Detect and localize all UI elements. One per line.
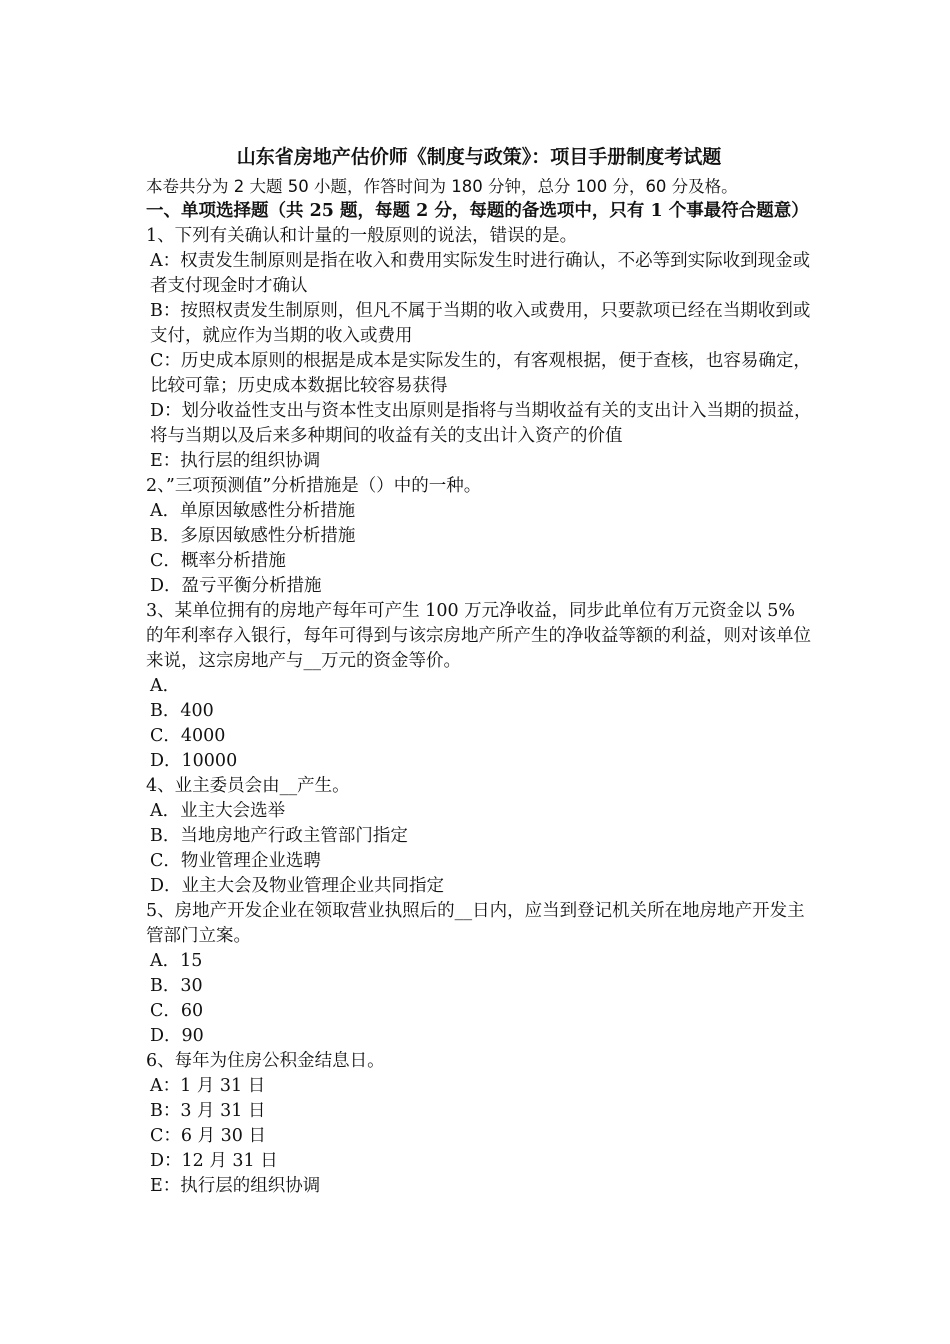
document-page xyxy=(146,142,812,1199)
question-text: 5、房地产开发企业在领取营业执照后的__日内，应当到登记机关所在地房地产开发主管部门立案。 xyxy=(146,901,805,946)
option-e: E：执行层的组织协调 xyxy=(150,1176,321,1196)
option-c: C：6 月 30 日 xyxy=(150,1126,266,1146)
option-d: D：划分收益性支出与资本性支出原则是指将与当期收益有关的支出计入当期的损益，将与当期以及后来多种期间的收益有关的支出计入资产的价值 xyxy=(150,401,812,446)
option-c: C．物业管理企业选聘 xyxy=(150,851,321,871)
option-b: B．当地房地产行政主管部门指定 xyxy=(150,826,408,846)
question-text: 6、每年为住房公积金结息日。 xyxy=(146,1051,385,1071)
question-1 xyxy=(146,224,812,474)
option-a: A． xyxy=(150,676,181,696)
option-e: E：执行层的组织协调 xyxy=(150,451,321,471)
option-c: C．60 xyxy=(150,1001,204,1021)
option-d: D．盈亏平衡分析措施 xyxy=(150,576,322,596)
document-title: 山东省房地产估价师《制度与政策》：项目手册制度考试题 xyxy=(236,146,722,168)
question-4 xyxy=(146,774,812,899)
option-d: D．90 xyxy=(150,1026,204,1046)
option-a: A：权责发生制原则是指在收入和费用实际发生时进行确认，不必等到实际收到现金或者支付现金时才确认 xyxy=(150,251,811,296)
option-b: B：按照权责发生制原则，但凡不属于当期的收入或费用，只要款项已经在当期收到或支付，就应作为当期的收入或费用 xyxy=(150,301,811,346)
option-c: C：历史成本原则的根据是成本是实际发生的，有客观根据，便于查核，也容易确定，比较可靠；历史成本数据比较容易获得 xyxy=(150,351,811,396)
question-text: 3、某单位拥有的房地产每年可产生 100 万元净收益，同步此单位有万元资金以 5%的年利率存入银行，每年可得到与该宗房地产所产生的净收益等额的利益，则对该单位来说，这宗房地产与__万元的资金等价。 xyxy=(146,601,811,671)
option-d: D：12 月 31 日 xyxy=(150,1151,278,1171)
option-a: A．业主大会选举 xyxy=(150,801,286,821)
option-c: C．概率分析措施 xyxy=(150,551,286,571)
question-6 xyxy=(146,1049,812,1199)
question-text: 2、”三项预测值”分析措施是（）中的一种。 xyxy=(146,476,482,496)
option-b: B．多原因敏感性分析措施 xyxy=(150,526,356,546)
exam-intro: 本卷共分为 2 大题 50 小题，作答时间为 180 分钟，总分 100 分，60 分及格。 xyxy=(146,177,738,196)
section-title: 一、单项选择题（共 25 题，每题 2 分，每题的备选项中，只有 1 个事最符合题意） xyxy=(146,201,809,221)
option-b: B．30 xyxy=(150,976,203,996)
option-a: A．15 xyxy=(150,951,203,971)
question-5 xyxy=(146,899,812,1049)
option-c: C．4000 xyxy=(150,726,226,746)
option-a: A：1 月 31 日 xyxy=(150,1076,266,1096)
option-d: D．10000 xyxy=(150,751,238,771)
question-text: 4、业主委员会由__产生。 xyxy=(146,776,350,796)
question-3 xyxy=(146,599,812,774)
option-d: D．业主大会及物业管理企业共同指定 xyxy=(150,876,445,896)
option-a: A．单原因敏感性分析措施 xyxy=(150,501,356,521)
option-b: B：3 月 31 日 xyxy=(150,1101,266,1121)
question-2 xyxy=(146,474,812,599)
question-text: 1、下列有关确认和计量的一般原则的说法，错误的是。 xyxy=(146,226,578,246)
option-b: B．400 xyxy=(150,701,214,721)
